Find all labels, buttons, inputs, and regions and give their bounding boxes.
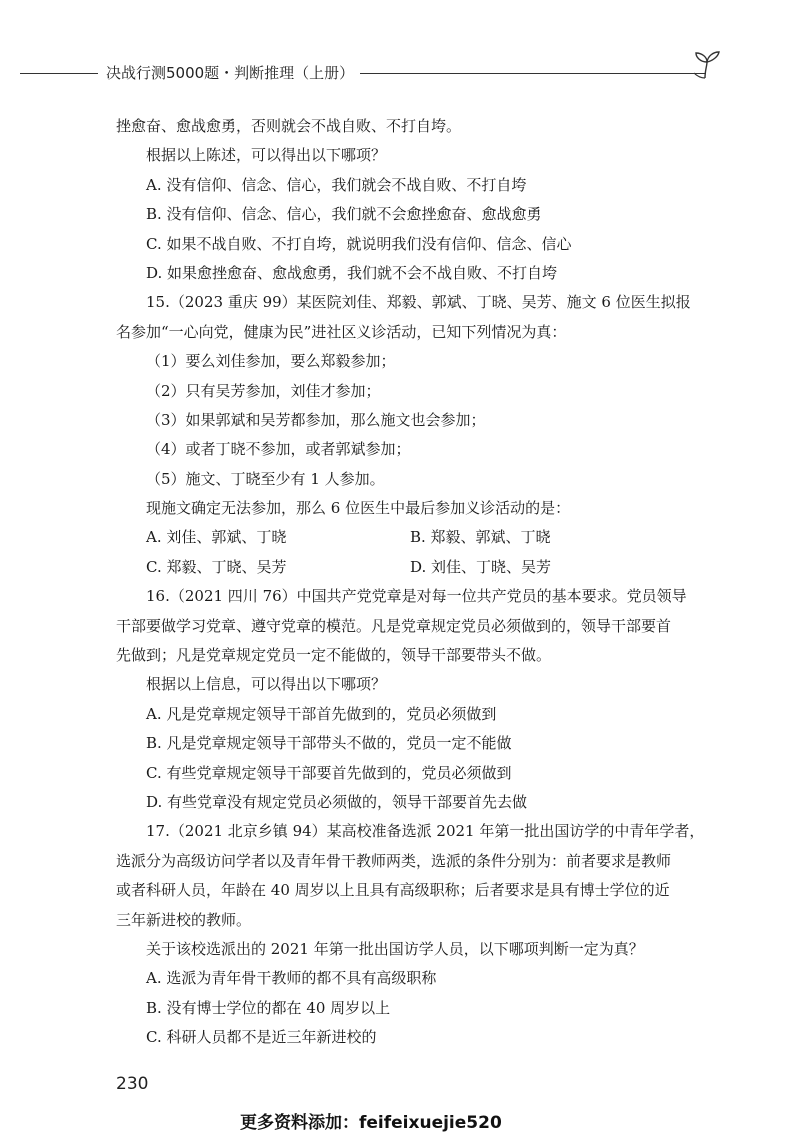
- paragraph-continuation: 挫愈奋、愈战愈勇，否则就会不战自败、不打自垮。: [116, 117, 462, 135]
- q15-condition: （1）要么刘佳参加，要么郑毅参加；: [146, 352, 396, 371]
- q15-stem-line: 名参加“一心向党，健康为民”进社区义诊活动，已知下列情况为真：: [116, 322, 567, 341]
- q17-stem-line: 选派分为高级访问学者以及青年骨干教师两类，选派的条件分别为：前者要求是教师: [116, 851, 672, 870]
- header-rule-left: [20, 73, 98, 74]
- q17-option-b: B. 没有博士学位的都在 40 周岁以上: [146, 998, 391, 1017]
- q14-option-b: B. 没有信仰、信念、信心，我们就不会愈挫愈奋、愈战愈勇: [146, 205, 542, 224]
- q16-stem-line: 干部要做学习党章、遵守党章的模范。凡是党章规定党员必须做到的，领导干部要首: [116, 616, 672, 635]
- q17-stem-line: 三年新进校的教师。: [116, 910, 252, 929]
- q15-option-a: A. 刘佳、郭斌、丁晓: [146, 528, 287, 547]
- q17-stem-line: 或者科研人员，年龄在 40 周岁以上且具有高级职称；后者要求是具有博士学位的近: [116, 881, 670, 900]
- q16-option-d: D. 有些党章没有规定党员必须做的，领导干部要首先去做: [146, 792, 528, 811]
- q15-condition: （5）施文、丁晓至少有 1 人参加。: [146, 469, 385, 488]
- q16-option-b: B. 凡是党章规定领导干部带头不做的，党员一定不能做: [146, 734, 512, 753]
- q17-stem-line: 17.（2021 北京乡镇 94）某高校准备选派 2021 年第一批出国访学的中青年学者，: [146, 822, 705, 841]
- q14-prompt: 根据以上陈述，可以得出以下哪项？: [146, 146, 387, 165]
- q16-stem-line: 先做到；凡是党章规定党员一定不能做的，领导干部要带头不做。: [116, 646, 552, 665]
- q15-prompt: 现施文确定无法参加，那么 6 位医生中最后参加义诊活动的是：: [146, 499, 571, 518]
- q15-option-b: B. 郑毅、郭斌、丁晓: [410, 528, 551, 547]
- running-header: [20, 58, 720, 88]
- q15-condition: （3）如果郭斌和吴芳都参加，那么施文也会参加；: [146, 410, 486, 429]
- q15-option-d: D. 刘佳、丁晓、吴芳: [410, 557, 552, 576]
- q15-stem-line: 15.（2023 重庆 99）某医院刘佳、郑毅、郭斌、丁晓、吴芳、施文 6 位医生拟报: [146, 293, 691, 312]
- q15-options-row: [116, 553, 716, 582]
- page-body: [116, 112, 716, 1053]
- q17-option-c: C. 科研人员都不是近三年新进校的: [146, 1028, 377, 1047]
- q14-option-a: A. 没有信仰、信念、信心，我们就会不战自败、不打自垮: [146, 175, 527, 194]
- q14-option-d: D. 如果愈挫愈奋、愈战愈勇，我们就不会不战自败、不打自垮: [146, 263, 558, 282]
- q16-prompt: 根据以上信息，可以得出以下哪项？: [146, 675, 387, 694]
- q14-option-c: C. 如果不战自败、不打自垮，就说明我们没有信仰、信念、信心: [146, 234, 572, 253]
- q17-prompt: 关于该校选派出的 2021 年第一批出国访学人员，以下哪项判断一定为真？: [146, 939, 644, 958]
- sprout-icon: [692, 48, 722, 80]
- q16-option-c: C. 有些党章规定领导干部要首先做到的，党员必须做到: [146, 763, 512, 782]
- q15-condition: （4）或者丁晓不参加，或者郭斌参加；: [146, 440, 411, 459]
- q15-condition: （2）只有吴芳参加，刘佳才参加；: [146, 381, 381, 400]
- header-rule-right: [360, 73, 706, 74]
- q16-option-a: A. 凡是党章规定领导干部首先做到的，党员必须做到: [146, 704, 497, 723]
- book-title: 决战行测5000题・判断推理（上册）: [106, 64, 355, 82]
- q16-stem-line: 16.（2021 四川 76）中国共产党党章是对每一位共产党员的基本要求。党员领导: [146, 587, 687, 606]
- q15-options-row: [116, 523, 716, 552]
- q17-option-a: A. 选派为青年骨干教师的都不具有高级职称: [146, 969, 437, 988]
- page-number: 230: [116, 1074, 149, 1094]
- footer-note: 更多资料添加：feifeixuejie520: [240, 1113, 502, 1133]
- q15-option-c: C. 郑毅、丁晓、吴芳: [146, 557, 287, 576]
